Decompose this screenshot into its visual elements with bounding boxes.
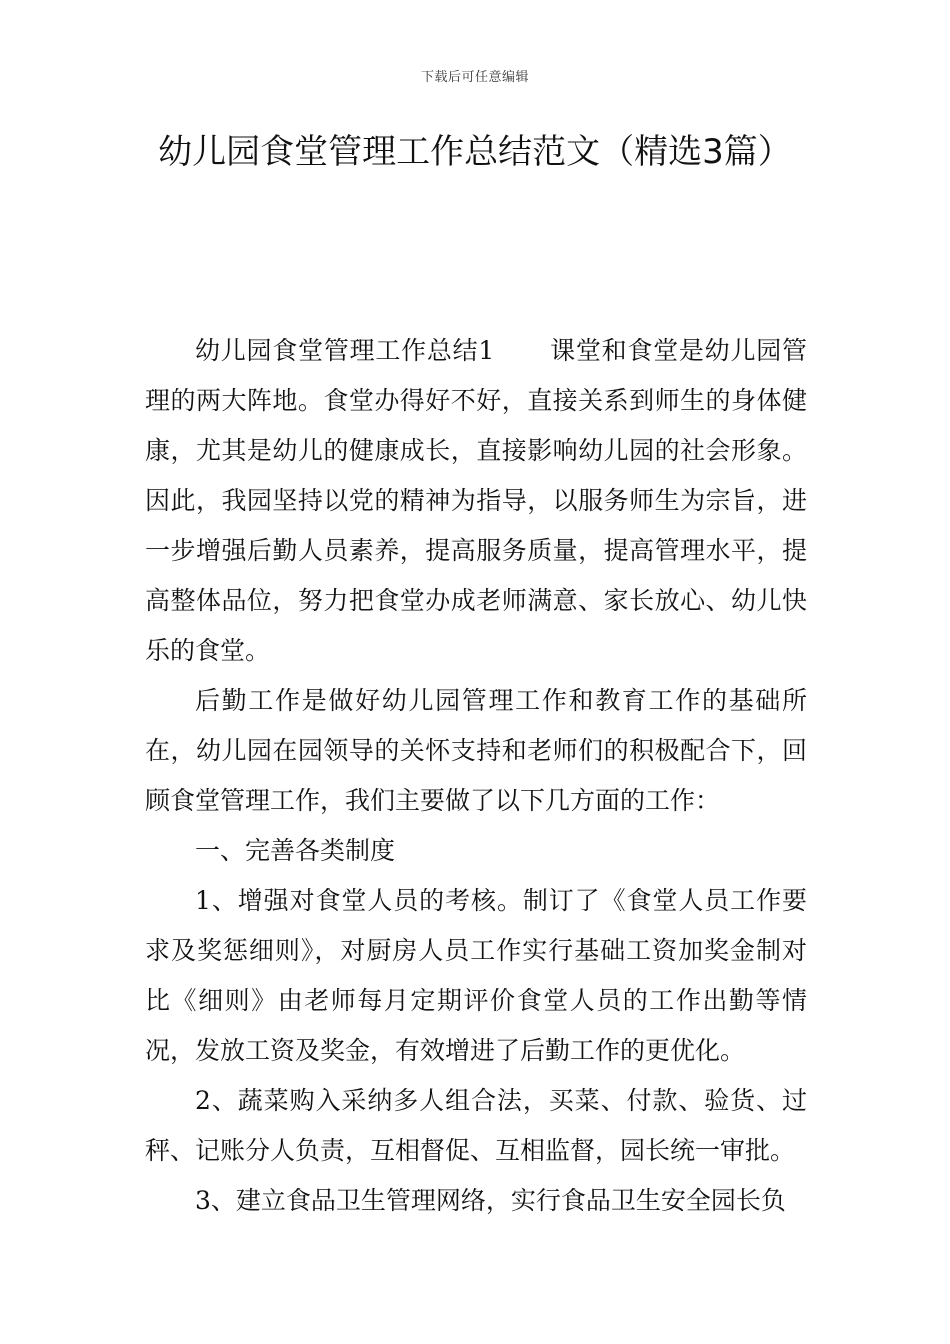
page-header-note: 下载后可任意编辑: [420, 70, 529, 85]
section-heading: 幼儿园食堂管理工作总结1: [195, 336, 495, 365]
paragraph: 后勤工作是做好幼儿园管理工作和教育工作的基础所在，幼儿园在园领导的关怀支持和老师们的积极配合下，回顾食堂管理工作，我们主要做了以下几方面的工作：: [145, 686, 807, 815]
list-item: 3、建立食品卫生管理网络，实行食品卫生安全园长负: [195, 1186, 786, 1215]
section-heading-improve-systems: 一、完善各类制度: [195, 836, 396, 865]
paragraph-intro: [145, 326, 807, 676]
document-body: [145, 326, 807, 1226]
list-item: 1、增强对食堂人员的考核。制订了《食堂人员工作要求及奖惩细则》，对厨房人员工作实行基础工资加奖金制对比《细则》由老师每月定期评价食堂人员的工作出勤等情况，发放工资及奖金，有效增进了后勤工作的更优化。: [145, 886, 807, 1065]
list-item: 2、蔬菜购入采纳多人组合法，买菜、付款、验货、过秤、记账分人负责，互相督促、互相监督，园长统一审批。: [145, 1086, 807, 1165]
paragraph-text: 课堂和食堂是幼儿园管理的两大阵地。食堂办得好不好，直接关系到师生的身体健康，尤其是幼儿的健康成长，直接影响幼儿园的社会形象。因此，我园坚持以党的精神为指导，以服务师生为宗旨，进一步增强后勤人员素养，提高服务质量，提高管理水平，提高整体品位，努力把食堂办成老师满意、家长放心、幼儿快乐的食堂。: [145, 336, 807, 665]
document-title: 幼儿园食堂管理工作总结范文（精选3篇）: [158, 132, 792, 172]
